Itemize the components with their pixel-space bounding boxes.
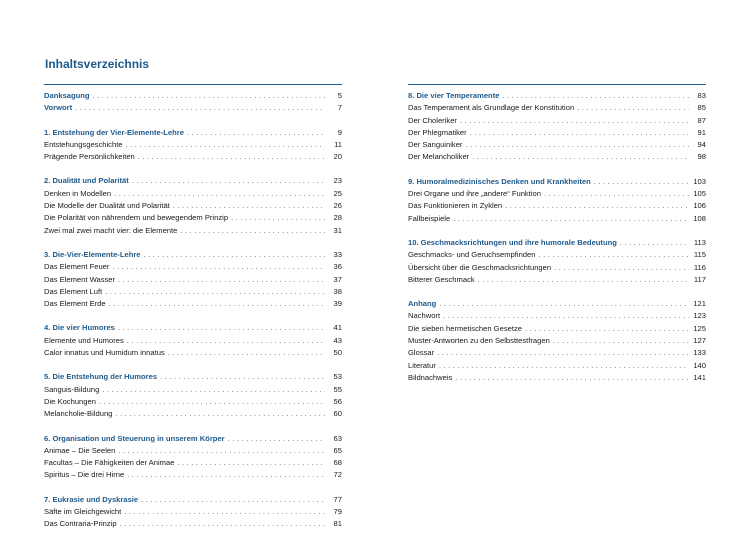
dot-leader (538, 249, 689, 261)
toc-entry[interactable] (44, 188, 342, 200)
toc-page-number: 85 (697, 103, 706, 113)
toc-entry[interactable] (44, 457, 342, 469)
toc-page-number: 41 (333, 323, 342, 333)
toc-page-number: 87 (697, 115, 706, 125)
toc-entry-title: Das Contraria-Prinzip (44, 519, 117, 529)
toc-entry-title: Melancholie-Bildung (44, 409, 113, 419)
toc-entry-title: Das Element Wasser (44, 274, 116, 284)
dot-leader (105, 286, 325, 298)
toc-entry-title: Säfte im Gleichgewicht (44, 507, 122, 517)
toc-entry[interactable] (44, 200, 342, 212)
toc-section (44, 175, 342, 236)
dot-leader (465, 139, 689, 151)
toc-chapter-entry[interactable] (408, 90, 706, 102)
toc-entry-title: Das Element Erde (44, 299, 106, 309)
dot-leader (126, 139, 325, 151)
toc-chapter-entry[interactable] (44, 175, 342, 187)
toc-page-number: 43 (333, 335, 342, 345)
toc-page-number: 106 (693, 201, 706, 211)
dot-leader (177, 457, 325, 469)
toc-entry[interactable] (44, 274, 342, 286)
toc-chapter-entry[interactable] (408, 237, 706, 249)
toc-entry[interactable] (408, 213, 706, 225)
dot-leader (160, 371, 325, 383)
toc-entry[interactable] (44, 396, 342, 408)
toc-page-number: 60 (333, 409, 342, 419)
toc-page-number: 23 (333, 176, 342, 186)
dot-leader (115, 408, 325, 420)
toc-page-number: 31 (333, 225, 342, 235)
toc-entry-title: Geschmacks- und Geruchsempfinden (408, 250, 536, 260)
toc-page-number: 63 (333, 433, 342, 443)
toc-column-left (44, 84, 342, 531)
toc-page-number: 38 (333, 286, 342, 296)
toc-entry[interactable] (408, 372, 706, 384)
toc-entry-title: 7. Eukrasie und Dyskrasie (44, 494, 139, 504)
toc-chapter-entry[interactable] (408, 298, 706, 310)
toc-page-number: 11 (334, 139, 342, 149)
dot-leader (109, 298, 325, 310)
toc-entry-title: 2. Dualität und Polarität (44, 176, 129, 186)
toc-entry-title: Zwei mal zwei macht vier: die Elemente (44, 225, 178, 235)
toc-chapter-entry[interactable] (44, 322, 342, 334)
toc-page-number: 141 (693, 372, 706, 382)
toc-page-number: 133 (693, 348, 706, 358)
toc-section (44, 371, 342, 420)
toc-entry[interactable] (44, 408, 342, 420)
toc-entry-title: 10. Geschmacksrichtungen und ihre humorale Bedeutung (408, 237, 617, 247)
toc-entry-title: Muster-Antworten zu den Selbsttestfragen (408, 336, 550, 346)
toc-section (44, 249, 342, 310)
toc-entry-title: 4. Die vier Humores (44, 323, 115, 333)
toc-entry-title: Die sieben hermetischen Gesetze (408, 323, 522, 333)
toc-entry[interactable] (408, 102, 706, 114)
toc-entry-title: Sanguis-Bildung (44, 384, 100, 394)
dot-leader (502, 90, 689, 102)
toc-chapter-entry[interactable] (44, 433, 342, 445)
toc-entry-title: Die Polarität von nährendem und bewegendem Prinzip (44, 213, 229, 223)
toc-entry-title: Das Funktionieren in Zyklen (408, 201, 503, 211)
toc-page-number: 37 (333, 274, 342, 284)
dot-leader (120, 518, 325, 530)
toc-page-number: 81 (333, 519, 342, 529)
toc-entry-title: Übersicht über die Geschmacksrichtungen (408, 262, 552, 272)
toc-entry-title: Der Melancholiker (408, 152, 470, 162)
toc-page-number: 9 (337, 127, 342, 137)
toc-page-number: 77 (333, 494, 342, 504)
toc-entry-title: Animae – Die Seelen (44, 445, 116, 455)
toc-column-right (408, 84, 706, 384)
toc-entry-title: Glossar (408, 348, 435, 358)
toc-entry-title: Fallbeispiele (408, 213, 451, 223)
toc-entry-title: Das Element Feuer (44, 262, 110, 272)
dot-leader (470, 127, 689, 139)
toc-entry-title: Prägende Persönlichkeiten (44, 152, 135, 162)
toc-page-number: 39 (333, 299, 342, 309)
toc-chapter-entry[interactable] (44, 102, 342, 114)
toc-entry-title: Nachwort (408, 311, 441, 321)
toc-chapter-entry[interactable] (44, 494, 342, 506)
page-title: Inhaltsverzeichnis (45, 57, 150, 71)
toc-entry[interactable] (408, 139, 706, 151)
toc-entry-title: Literatur (408, 360, 436, 370)
toc-page-number: 55 (333, 384, 342, 394)
toc-entry-title: Danksagung (44, 91, 90, 100)
dot-leader (127, 335, 325, 347)
toc-entry-title: Calor innatus und Humidum innatus (44, 348, 165, 358)
toc-page-number: 7 (337, 103, 342, 113)
toc-section (44, 90, 342, 115)
toc-page-number: 28 (333, 213, 342, 223)
toc-entry-title: Elemente und Humores (44, 335, 124, 345)
toc-entry[interactable] (408, 274, 706, 286)
toc-section (44, 322, 342, 359)
toc-entry[interactable] (44, 261, 342, 273)
toc-entry-title: 9. Humoralmedizinisches Denken und Krankheiten (408, 176, 591, 186)
dot-leader (132, 175, 325, 187)
toc-page-number: 72 (333, 470, 342, 480)
toc-page-number: 113 (693, 237, 706, 247)
toc-chapter-entry[interactable] (408, 176, 706, 188)
toc-page-number: 117 (693, 274, 706, 284)
toc-page-number: 121 (693, 299, 706, 309)
dot-leader (118, 445, 325, 457)
dot-leader (553, 335, 689, 347)
dot-leader (127, 469, 325, 481)
toc-chapter-entry[interactable] (44, 90, 342, 102)
dot-leader (180, 225, 325, 237)
dot-leader (118, 322, 325, 334)
toc-entry[interactable] (44, 518, 342, 530)
dot-leader (138, 151, 325, 163)
toc-section (408, 90, 706, 164)
toc-entry[interactable] (44, 347, 342, 359)
toc-entry[interactable] (408, 360, 706, 372)
toc-entry[interactable] (44, 225, 342, 237)
dot-leader (118, 274, 325, 286)
toc-entry[interactable] (44, 212, 342, 224)
dot-leader (168, 347, 325, 359)
dot-leader (505, 200, 689, 212)
toc-page-number: 108 (693, 213, 706, 223)
dot-leader (439, 360, 689, 372)
dot-leader (443, 310, 689, 322)
toc-entry-title: Das Temperament als Grundlage der Konstitution (408, 103, 575, 113)
dot-leader (231, 212, 325, 224)
dot-leader (453, 213, 689, 225)
dot-leader (437, 347, 689, 359)
toc-page-number: 50 (333, 348, 342, 358)
toc-page-number: 36 (333, 262, 342, 272)
toc-entry-title: Vorwort (44, 103, 73, 113)
toc-entry[interactable] (44, 384, 342, 396)
toc-page-number: 33 (333, 249, 342, 259)
toc-page-number: 115 (693, 250, 706, 260)
toc-entry-title: 5. Die Entstehung der Humores (44, 372, 158, 382)
dot-leader (544, 188, 689, 200)
toc-entry-title: 8. Die vier Temperamente (408, 91, 500, 100)
toc-entry[interactable] (44, 286, 342, 298)
toc-entry[interactable] (44, 469, 342, 481)
toc-entry-title: Die Kochungen (44, 396, 96, 406)
toc-entry-title: Facultas – Die Fähigkeiten der Animae (44, 458, 175, 468)
toc-section (408, 176, 706, 225)
toc-page-number: 5 (337, 91, 342, 100)
toc-page-number: 116 (693, 262, 706, 272)
toc-page-number: 105 (693, 189, 706, 199)
toc-page-number: 53 (333, 372, 342, 382)
toc-entry-title: Der Choleriker (408, 115, 457, 125)
toc-entry-title: Der Sanguiniker (408, 140, 463, 150)
toc-entry[interactable] (44, 445, 342, 457)
toc-page-number: 26 (333, 201, 342, 211)
toc-section (44, 127, 342, 164)
toc-page-number: 98 (697, 152, 706, 162)
toc-entry[interactable] (408, 151, 706, 163)
toc-page-number: 79 (333, 507, 342, 517)
dot-leader (144, 249, 325, 261)
toc-entry[interactable] (408, 347, 706, 359)
toc-entry[interactable] (408, 127, 706, 139)
toc-chapter-entry[interactable] (44, 249, 342, 261)
toc-entry[interactable] (44, 298, 342, 310)
dot-leader (594, 176, 689, 188)
toc-entry-title: Bildnachweis (408, 372, 453, 382)
toc-entry-title: Der Phlegmatiker (408, 127, 467, 137)
toc-page-number: 20 (333, 152, 342, 162)
toc-entry-title: Drei Organe und ihre „andere“ Funktion (408, 189, 541, 199)
toc-entry-title: Entstehungsgeschichte (44, 139, 123, 149)
toc-chapter-entry[interactable] (44, 371, 342, 383)
dot-leader (439, 298, 689, 310)
toc-entry[interactable] (408, 188, 706, 200)
toc-entry-title: 3. Die-Vier-Elemente-Lehre (44, 249, 141, 259)
toc-entry[interactable] (408, 115, 706, 127)
toc-entry-title: Spiritus – Die drei Hirne (44, 470, 125, 480)
toc-entry[interactable] (408, 200, 706, 212)
toc-entry[interactable] (44, 506, 342, 518)
dot-leader (141, 494, 325, 506)
dot-leader (102, 384, 325, 396)
dot-leader (472, 151, 689, 163)
toc-entry-title: Die Modelle der Dualität und Polarität (44, 201, 170, 211)
toc-entry[interactable] (408, 249, 706, 261)
toc-entry-title: Bitterer Geschmack (408, 274, 475, 284)
dot-leader (554, 262, 689, 274)
toc-entry-title: Anhang (408, 299, 437, 309)
dot-leader (228, 433, 325, 445)
toc-entry-title: 1. Entstehung der Vier-Elemente-Lehre (44, 127, 184, 137)
toc-section (44, 494, 342, 531)
toc-entry[interactable] (44, 335, 342, 347)
toc-entry[interactable] (408, 323, 706, 335)
toc-entry-title: 6. Organisation und Steuerung in unserem Körper (44, 433, 225, 443)
toc-page-number: 125 (693, 323, 706, 333)
dot-leader (112, 261, 325, 273)
toc-page-number: 127 (693, 336, 706, 346)
dot-leader (478, 274, 689, 286)
dot-leader (187, 127, 325, 139)
dot-leader (93, 90, 325, 102)
toc-page-number: 140 (693, 360, 706, 370)
dot-leader (455, 372, 689, 384)
toc-page-number: 123 (693, 311, 706, 321)
toc-entry-title: Denken in Modellen (44, 188, 112, 198)
toc-section (44, 433, 342, 482)
toc-section (408, 237, 706, 286)
toc-entry[interactable] (408, 262, 706, 274)
dot-leader (124, 506, 325, 518)
toc-page-number: 91 (697, 127, 706, 137)
toc-entry-title: Das Element Luft (44, 286, 103, 296)
toc-section (408, 298, 706, 384)
dot-leader (460, 115, 689, 127)
dot-leader (173, 200, 325, 212)
toc-entry[interactable] (408, 310, 706, 322)
toc-page-number: 25 (333, 188, 342, 198)
dot-leader (525, 323, 689, 335)
toc-page-number: 94 (697, 140, 706, 150)
toc-chapter-entry[interactable] (44, 127, 342, 139)
dot-leader (99, 396, 325, 408)
dot-leader (114, 188, 325, 200)
toc-page-number: 68 (333, 458, 342, 468)
dot-leader (577, 102, 689, 114)
toc-page-number: 56 (333, 396, 342, 406)
toc-page-number: 65 (333, 445, 342, 455)
toc-entry[interactable] (44, 139, 342, 151)
dot-leader (620, 237, 689, 249)
toc-entry[interactable] (408, 335, 706, 347)
toc-entry[interactable] (44, 151, 342, 163)
toc-page-number: 83 (697, 91, 706, 100)
dot-leader (75, 102, 325, 114)
toc-page-number: 103 (693, 176, 706, 186)
